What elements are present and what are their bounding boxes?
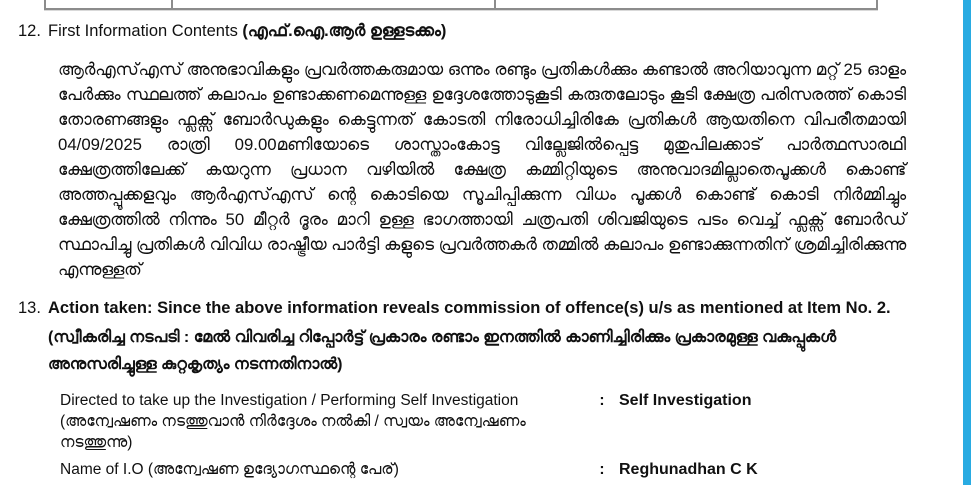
item12-title-en: First Information Contents (48, 22, 238, 40)
item12-number: 12. (18, 22, 41, 40)
table-column-divider (494, 0, 496, 9)
investigation-field-value: Self Investigation (619, 392, 752, 409)
item13-title-en: Action taken: Since the above information reveals commission of offence(s) u/s as mentioned at Item No. 2. (48, 299, 891, 317)
document-content (18, 20, 938, 485)
action-taken-fields (60, 390, 938, 480)
field-row-io-name (60, 459, 938, 480)
field-colon: : (599, 461, 605, 478)
item12-title-ml: (എഫ്.ഐ.ആർ ഉള്ളടക്കം) (242, 22, 447, 40)
io-name-label-en: Name of I.O (60, 461, 144, 478)
item13-title-ml: (സ്വീകരിച്ച നടപടി : മേൽ വിവരിച്ച റിപ്പോർട്ട് പ്രകാരം രണ്ടാം ഇനത്തിൽ കാണിച്ചിരിക്കും പ്രകാരമുള്ള വകുപ്പുകൾ അനുസരിച്ചുള്ള കുറ്റകൃത്യം നടന്നതിനാൽ) (48, 329, 837, 373)
item13-number: 13. (18, 299, 41, 317)
table-column-divider (44, 0, 46, 9)
table-bottom-border (44, 8, 878, 10)
section-13 (18, 297, 938, 485)
table-column-divider (876, 0, 878, 9)
right-accent-bar (963, 0, 971, 485)
io-name-label-ml: (അന്വേഷണ ഉദ്യോഗസ്ഥന്റെ പേര്) (147, 461, 399, 478)
io-name-field-label (60, 459, 585, 480)
investigation-label-en: Directed to take up the Investigation / Performing Self Investigation (60, 392, 519, 409)
item12-title (48, 20, 938, 42)
table-column-divider (171, 0, 173, 9)
section-12 (18, 20, 938, 282)
field-row-investigation (60, 390, 938, 453)
io-name-field-value: Reghunadhan C K (619, 461, 758, 478)
field-colon: : (599, 392, 605, 409)
investigation-field-label (60, 390, 585, 453)
fir-contents-paragraph: ആർഎസ്എസ് അനുഭാവികളും പ്രവർത്തകരുമായ ഒന്നും രണ്ടും പ്രതികൾക്കും കണ്ടാൽ അറിയാവുന്ന മറ്റ് 25 ഓളം പേർക്കും സ്ഥലത്ത് കലാപം ഉണ്ടാക്കണമെന്നുള്ള ഉദ്ദേശത്തോടുകൂടി കരുതലോടും കൂടി ക്ഷേത്ര പരിസരത്ത് കൊടി തോരണങ്ങളും ഫ്ലക്സ് ബോർഡുകളും കെട്ടുന്നത് കോടതി നിരോധിച്ചിരികേ പ്രതികൾ ആയതിനെ വിപരീതമായി 04/09/2025 രാത്രി 09.00മണിയോടെ ശാസ്താംകോട്ട വില്ലേജിൽപ്പെട്ട മുതുപിലക്കാട് പാർത്ഥസാരഥി ക്ഷേത്രത്തിലേക്ക് കയറുന്ന പ്രധാന വഴിയിൽ ക്ഷേത്ര കമ്മിറ്റിയുടെ അനുവാദമില്ലാതെപൂക്കൾ കൊണ്ട് അത്തപ്പൂക്കളവും ആർഎസ്എസ് ന്റെ കൊടിയെ സൂചിപ്പിക്കുന്ന വിധം പൂക്കൾ കൊണ്ട് കൊടി നിർമ്മിച്ചും ക്ഷേത്രത്തിൽ നിന്നും 50 മീറ്റർ ദൂരം മാറി ഉള്ള ഭാഗത്തായി ചത്രപതി ശിവജിയുടെ പടം വെച്ച് ഫ്ലക്സ് ബോർഡ് സ്ഥാപിച്ചു പ്രതികൾ വിവിധ രാഷ്ട്രീയ പാർട്ടി കളുടെ പ്രവർത്തകർ തമ്മിൽ കലാപം ഉണ്ടാക്കുന്നതിന് ശ്രമിച്ചിരിക്കുന്നു എന്നുള്ളത് (58, 60, 906, 279)
investigation-label-ml: (അന്വേഷണം നടത്തുവാൻ നിർദ്ദേശം നൽകി / സ്വയം അന്വേഷണം നടത്തുന്നു) (60, 413, 526, 451)
